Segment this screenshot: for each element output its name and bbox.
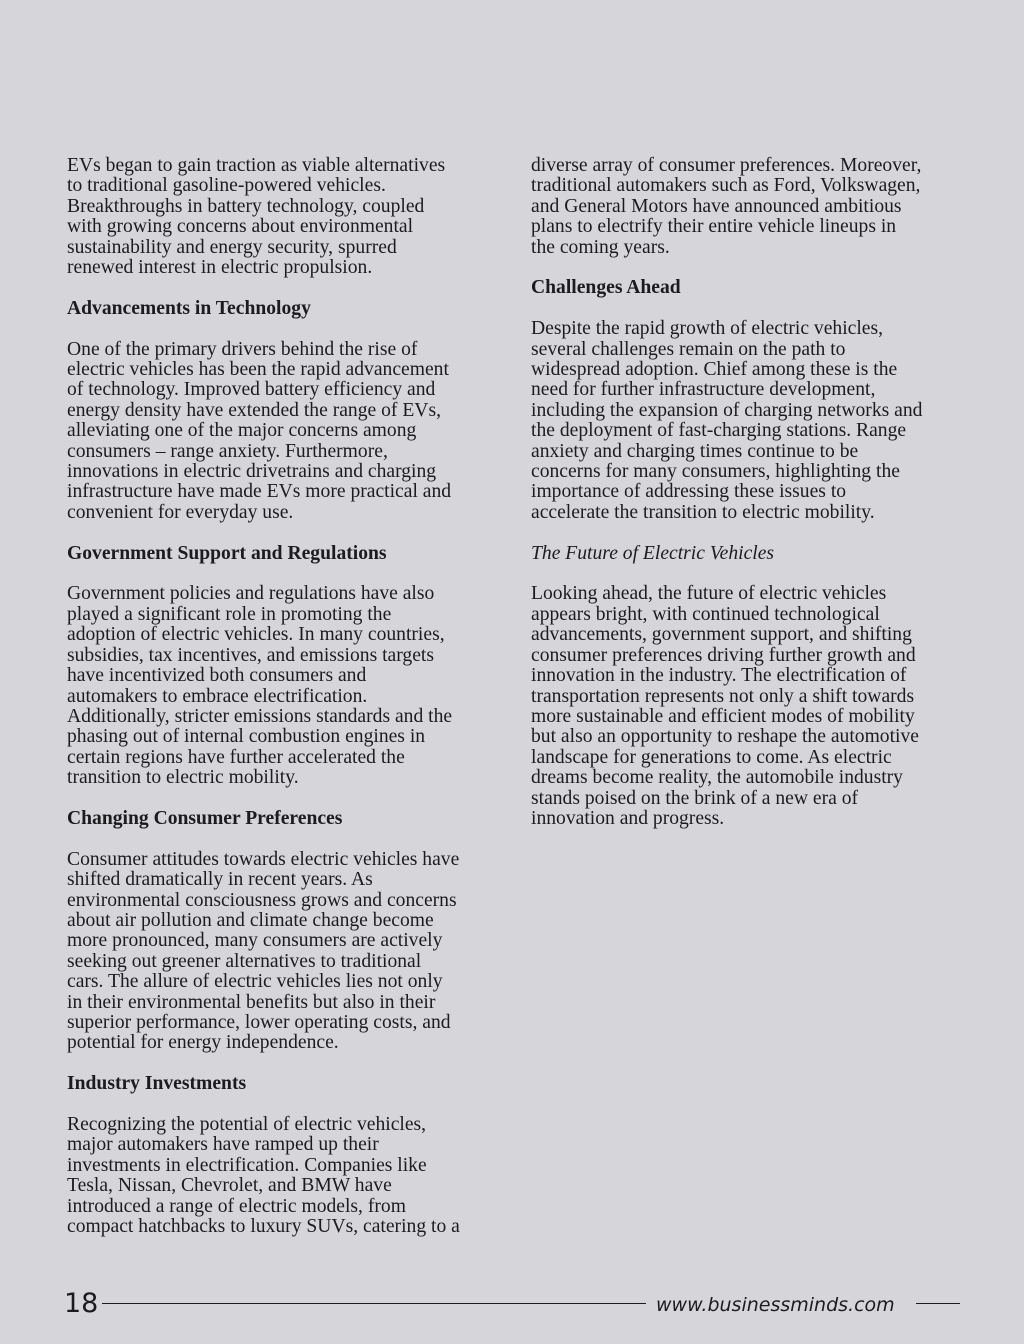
text-line: landscape for generations to come. As electric: [531, 746, 892, 768]
text-line: Breakthroughs in battery technology, coupled: [67, 195, 425, 217]
text-line: Government policies and regulations have also: [67, 583, 435, 605]
text-line: including the expansion of charging networks and: [531, 399, 923, 421]
text-line: seeking out greener alternatives to traditional: [67, 950, 422, 972]
text-line: plans to electrify their entire vehicle lineups in: [531, 216, 897, 238]
text-line: alleviating one of the major concerns among: [67, 420, 417, 442]
text-line: and General Motors have announced ambitious: [531, 195, 902, 217]
text-line: cars. The allure of electric vehicles lies not only: [67, 971, 443, 993]
footer-rule-left: [102, 1303, 646, 1304]
text-line: Consumer attitudes towards electric vehicles have: [67, 848, 460, 870]
text-line: advancements, government support, and shifting: [531, 624, 912, 646]
text-line: phasing out of internal combustion engines in: [67, 726, 426, 748]
text-line: innovation in the industry. The electrification of: [531, 665, 907, 687]
text-line: automakers to embrace electrification.: [67, 685, 368, 707]
website-url: www.businessminds.com: [656, 1294, 895, 1316]
text-line: certain regions have further accelerated the: [67, 746, 405, 768]
text-line: consumer preferences driving further growth and: [531, 644, 916, 666]
text-line: importance of addressing these issues to: [531, 481, 847, 503]
text-line: environmental consciousness grows and concerns: [67, 889, 457, 911]
text-line: to traditional gasoline-powered vehicles.: [67, 175, 386, 197]
text-line: Looking ahead, the future of electric vehicles: [531, 583, 887, 605]
section-heading-challenges: Challenges Ahead: [531, 277, 681, 299]
text-line: Despite the rapid growth of electric vehicles,: [531, 318, 884, 340]
text-line: investments in electrification. Companies like: [67, 1154, 427, 1176]
consumer-paragraph: [67, 850, 499, 1054]
text-line: EVs began to gain traction as viable alternatives: [67, 155, 446, 176]
technology-paragraph: [67, 340, 499, 524]
text-line: widespread adoption. Chief among these is the: [531, 359, 898, 381]
text-line: dreams become reality, the automobile industry: [531, 767, 903, 789]
text-line: Tesla, Nissan, Chevrolet, and BMW have: [67, 1175, 392, 1197]
text-line: traditional automakers such as Ford, Volkswagen,: [531, 175, 921, 197]
section-heading-government: Government Support and Regulations: [67, 542, 387, 564]
text-line: infrastructure have made EVs more practical and: [67, 481, 452, 503]
text-line: in their environmental benefits but also in their: [67, 991, 436, 1013]
section-heading-technology: Advancements in Technology: [67, 297, 311, 319]
text-line: compact hatchbacks to luxury SUVs, catering to a: [67, 1216, 460, 1237]
text-line: convenient for everyday use.: [67, 501, 294, 523]
text-line: potential for energy independence.: [67, 1032, 339, 1054]
text-line: stands poised on the brink of a new era of: [531, 787, 859, 809]
text-line: have incentivized both consumers and: [67, 665, 367, 687]
text-line: concerns for many consumers, highlighting the: [531, 461, 900, 483]
text-line: energy density have extended the range of EVs,: [67, 399, 441, 421]
text-line: several challenges remain on the path to: [531, 338, 846, 360]
text-line: need for further infrastructure development,: [531, 379, 876, 401]
text-line: innovation and progress.: [531, 807, 725, 829]
page-footer: [0, 1288, 1024, 1322]
intro-paragraph: [67, 156, 499, 278]
text-line: anxiety and charging times continue to be: [531, 440, 859, 462]
text-line: subsidies, tax incentives, and emissions targets: [67, 644, 434, 666]
text-line: the coming years.: [531, 236, 670, 258]
right-column: [531, 156, 963, 829]
text-line: more pronounced, many consumers are actively: [67, 930, 443, 952]
text-line: renewed interest in electric propulsion.: [67, 257, 373, 279]
text-line: diverse array of consumer preferences. Moreover,: [531, 155, 922, 176]
section-heading-consumer: Changing Consumer Preferences: [67, 807, 343, 829]
text-line: One of the primary drivers behind the rise of: [67, 338, 418, 360]
section-heading-future: The Future of Electric Vehicles: [531, 542, 775, 564]
government-paragraph: [67, 584, 499, 788]
text-line: transportation represents not only a shift towards: [531, 685, 915, 707]
text-line: consumers – range anxiety. Furthermore,: [67, 440, 388, 462]
future-paragraph: [531, 584, 963, 829]
challenges-paragraph: [531, 319, 963, 523]
text-line: about air pollution and climate change become: [67, 909, 434, 931]
page-number: 18: [64, 1288, 99, 1319]
text-line: introduced a range of electric models, from: [67, 1195, 406, 1217]
section-heading-industry: Industry Investments: [67, 1073, 247, 1095]
text-line: Additionally, stricter emissions standards and the: [67, 705, 453, 727]
text-line: accelerate the transition to electric mobility.: [531, 501, 875, 523]
text-line: major automakers have ramped up their: [67, 1134, 379, 1156]
text-line: of technology. Improved battery efficiency and: [67, 379, 436, 401]
industry-paragraph: [67, 1115, 499, 1237]
text-line: shifted dramatically in recent years. As: [67, 869, 373, 891]
text-line: more sustainable and efficient modes of mobility: [531, 705, 915, 727]
text-line: sustainability and energy security, spurred: [67, 236, 397, 258]
text-line: with growing concerns about environmental: [67, 216, 414, 238]
text-line: electric vehicles has been the rapid advancement: [67, 359, 449, 381]
continued-paragraph: [531, 156, 963, 258]
text-line: appears bright, with continued technological: [531, 603, 880, 625]
text-line: played a significant role in promoting the: [67, 603, 392, 625]
text-line: the deployment of fast-charging stations. Range: [531, 420, 907, 442]
text-line: adoption of electric vehicles. In many countries,: [67, 624, 445, 646]
text-line: superior performance, lower operating costs, and: [67, 1011, 451, 1033]
text-line: innovations in electric drivetrains and charging: [67, 461, 437, 483]
left-column: [67, 156, 499, 1237]
text-line: transition to electric mobility.: [67, 767, 299, 789]
text-line: but also an opportunity to reshape the automotive: [531, 726, 919, 748]
footer-rule-right: [916, 1303, 960, 1304]
text-line: Recognizing the potential of electric vehicles,: [67, 1113, 427, 1135]
